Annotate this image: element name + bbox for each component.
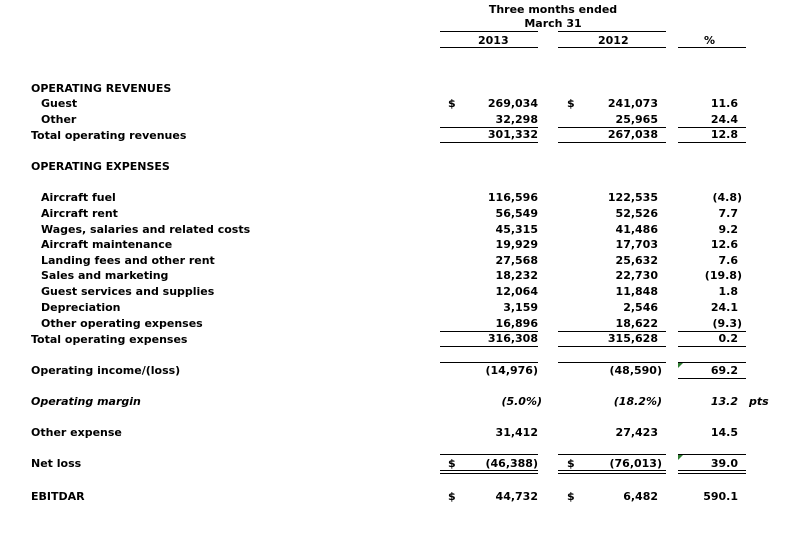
row-label-expense: Aircraft rent: [41, 207, 118, 220]
rule-operating-income-top-percent: [678, 362, 746, 363]
pct-expense: 7.6: [718, 254, 738, 267]
value-2013-other-expense: 31,412: [495, 426, 538, 439]
pct-expense: (9.3): [712, 317, 742, 330]
row-label-expense: Sales and marketing: [41, 269, 169, 282]
currency-symbol: $: [448, 490, 456, 503]
period-header-line2: March 31: [524, 17, 582, 30]
row-label-operating-margin: Operating margin: [31, 395, 141, 408]
value-2012-expense: 122,535: [607, 191, 658, 204]
value-2013-guest: 269,034: [487, 97, 538, 110]
row-label-expense: Depreciation: [41, 301, 121, 314]
value-2013-net-loss: (46,388): [485, 457, 538, 470]
pct-expense: (4.8): [712, 191, 742, 204]
rule-total-expenses-percent: [678, 346, 746, 347]
rule-net-loss-top-2012: [558, 454, 666, 455]
row-label-net-loss: Net loss: [31, 457, 82, 470]
value-2012-expense: 17,703: [615, 238, 658, 251]
row-label-expense: Other operating expenses: [41, 317, 203, 330]
value-2012-total-revenues: 267,038: [607, 128, 658, 141]
double-rule-net-loss-2012: [558, 470, 666, 474]
value-2013-expense: 18,232: [495, 269, 538, 282]
row-label-expense: Aircraft fuel: [41, 191, 116, 204]
cell-marker: [678, 363, 683, 368]
column-header-2013: 2013: [478, 34, 509, 47]
header-underline-percent: [678, 47, 746, 48]
row-label-expense: Wages, salaries and related costs: [41, 223, 251, 236]
pct-expense: (19.8): [704, 269, 742, 282]
value-2013-expense: 56,549: [495, 207, 538, 220]
pct-expense: 1.8: [718, 285, 738, 298]
rule-total-revenues-2012: [558, 142, 666, 143]
value-2012-other-expense: 27,423: [615, 426, 658, 439]
rule-net-loss-top-2013: [440, 454, 538, 455]
cell-marker: [678, 455, 683, 460]
value-2012-expense: 2,546: [623, 301, 658, 314]
value-2013-operating-income: (14,976): [485, 364, 538, 377]
pct-total-revenues: 12.8: [710, 128, 738, 141]
rule-total-expenses-2013: [440, 346, 538, 347]
rule-operating-income-bottom-percent: [678, 378, 746, 379]
value-2013-expense: 16,896: [495, 317, 538, 330]
currency-symbol: $: [567, 457, 575, 470]
pct-total-expenses: 0.2: [718, 332, 738, 345]
row-label-expense: Aircraft maintenance: [41, 238, 173, 251]
double-rule-net-loss-2013: [440, 470, 538, 474]
currency-symbol: $: [448, 97, 456, 110]
header-underline-2012: [558, 47, 666, 48]
value-2012-expense: 22,730: [615, 269, 658, 282]
section-title-operating-expenses: OPERATING EXPENSES: [31, 160, 170, 173]
value-2013-expense: 27,568: [495, 254, 538, 267]
column-header-2012: 2012: [598, 34, 629, 47]
row-label-total-expenses: Total operating expenses: [31, 333, 188, 346]
row-label-other: Other: [41, 113, 77, 126]
value-2013-ebitdar: 44,732: [495, 490, 538, 503]
value-2012-operating-margin: (18.2%): [613, 395, 662, 408]
value-2012-expense: 41,486: [615, 223, 658, 236]
value-2013-expense: 3,159: [503, 301, 538, 314]
value-2012-expense: 11,848: [615, 285, 658, 298]
value-2012-net-loss: (76,013): [609, 457, 662, 470]
rule-total-revenues-2013: [440, 142, 538, 143]
row-label-guest: Guest: [41, 97, 78, 110]
section-title-operating-revenues: OPERATING REVENUES: [31, 82, 172, 95]
value-2013-total-revenues: 301,332: [487, 128, 538, 141]
pct-expense: 24.1: [710, 301, 738, 314]
rule-operating-income-top-2013: [440, 362, 538, 363]
pct-net-loss: 39.0: [710, 457, 738, 470]
rule-total-expenses-2012: [558, 346, 666, 347]
header-underline-2013: [440, 47, 538, 48]
value-2012-operating-income: (48,590): [609, 364, 662, 377]
row-label-expense: Guest services and supplies: [41, 285, 215, 298]
pct-other-expense: 14.5: [710, 426, 738, 439]
currency-symbol: $: [567, 97, 575, 110]
rule-net-loss-top-percent: [678, 454, 746, 455]
pct-unit-operating-margin: pts: [749, 395, 769, 408]
row-label-ebitdar: EBITDAR: [31, 490, 85, 503]
pct-ebitdar: 590.1: [703, 490, 738, 503]
rule-total-revenues-percent: [678, 142, 746, 143]
column-header-percent: %: [704, 34, 716, 47]
value-2013-other: 32,298: [495, 113, 538, 126]
row-label-expense: Landing fees and other rent: [41, 254, 215, 267]
rule-operating-income-top-2012: [558, 362, 666, 363]
value-2013-expense: 12,064: [495, 285, 538, 298]
value-2012-other: 25,965: [615, 113, 658, 126]
pct-guest: 11.6: [710, 97, 738, 110]
row-label-total-revenues: Total operating revenues: [31, 129, 187, 142]
double-rule-net-loss-percent: [678, 470, 746, 474]
currency-symbol: $: [567, 490, 575, 503]
pct-operating-income: 69.2: [710, 364, 738, 377]
value-2012-expense: 18,622: [615, 317, 658, 330]
value-2012-guest: 241,073: [607, 97, 658, 110]
value-2012-expense: 25,632: [615, 254, 658, 267]
header-rule-2013: [440, 31, 538, 32]
pct-expense: 9.2: [718, 223, 738, 236]
value-2012-total-expenses: 315,628: [607, 332, 658, 345]
period-header-line1: Three months ended: [488, 3, 618, 16]
pct-other: 24.4: [710, 113, 738, 126]
value-2013-expense: 116,596: [487, 191, 538, 204]
value-2013-total-expenses: 316,308: [487, 332, 538, 345]
value-2013-operating-margin: (5.0%): [501, 395, 542, 408]
value-2013-expense: 45,315: [495, 223, 538, 236]
row-label-other-expense: Other expense: [31, 426, 122, 439]
header-rule-2012: [558, 31, 666, 32]
pct-expense: 12.6: [710, 238, 738, 251]
currency-symbol: $: [448, 457, 456, 470]
row-label-operating-income: Operating income/(loss): [31, 364, 181, 377]
value-2012-expense: 52,526: [615, 207, 658, 220]
pct-expense: 7.7: [718, 207, 738, 220]
value-2012-ebitdar: 6,482: [623, 490, 658, 503]
pct-operating-margin: 13.2: [710, 395, 738, 408]
value-2013-expense: 19,929: [495, 238, 538, 251]
